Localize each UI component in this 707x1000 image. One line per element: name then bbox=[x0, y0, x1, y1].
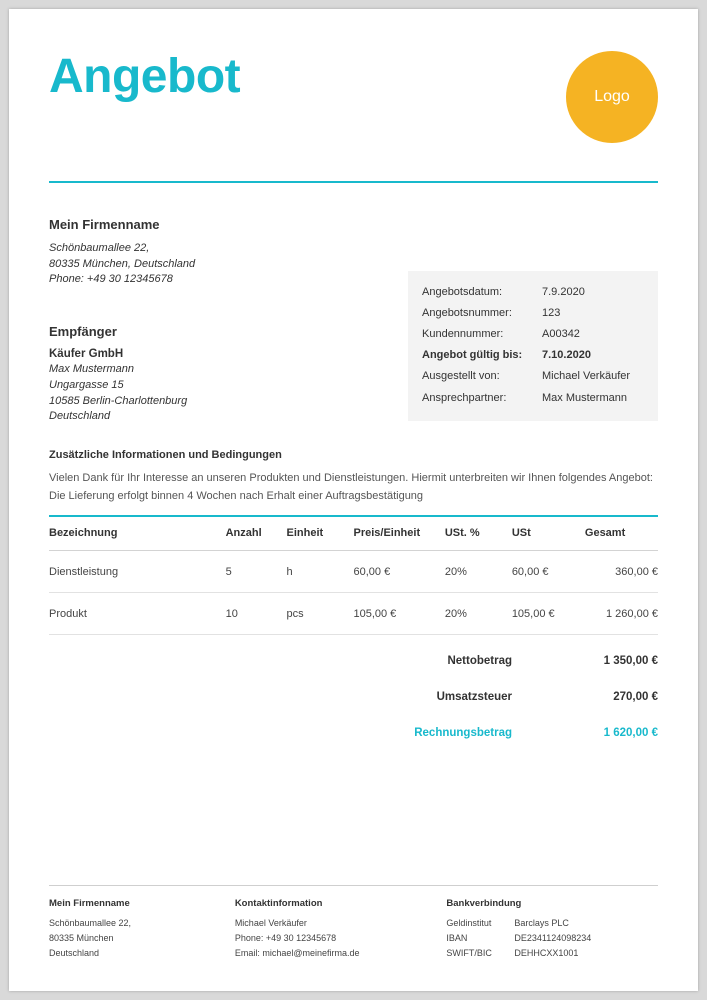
cell-unit-price: 60,00 € bbox=[353, 551, 444, 593]
additional-info-block bbox=[49, 449, 658, 506]
header-divider bbox=[49, 181, 658, 183]
meta-row bbox=[422, 388, 644, 409]
meta-row bbox=[422, 324, 644, 345]
footer-contact-heading: Kontaktinformation bbox=[234, 898, 323, 910]
footer-contact-phone: Phone: +49 30 12345678 bbox=[234, 933, 337, 944]
meta-label: Ansprechpartner: bbox=[422, 391, 507, 404]
meta-label: Angebot gültig bis: bbox=[422, 349, 523, 362]
line-items-table bbox=[49, 515, 658, 635]
total-label: Nettobetrag bbox=[447, 655, 512, 667]
table-header-row bbox=[49, 516, 658, 551]
sender-block bbox=[49, 217, 379, 288]
footer-bank-row bbox=[446, 916, 644, 931]
document-sheet bbox=[9, 9, 698, 991]
document-footer bbox=[49, 885, 658, 961]
total-row-grand-total bbox=[49, 715, 658, 751]
column-header-vat-amount: USt bbox=[512, 516, 585, 551]
meta-row bbox=[422, 282, 644, 303]
meta-row bbox=[422, 303, 644, 324]
column-header-total: Gesamt bbox=[585, 516, 658, 551]
additional-info-title: Zusätzliche Informationen und Bedingungen bbox=[49, 449, 282, 461]
meta-row-valid-until bbox=[422, 345, 644, 366]
cell-unit: h bbox=[287, 551, 354, 593]
sender-company-name: Mein Firmenname bbox=[49, 217, 160, 232]
cell-quantity: 10 bbox=[226, 593, 287, 635]
recipient-heading: Empfänger bbox=[49, 324, 117, 339]
company-logo bbox=[566, 51, 658, 143]
footer-bank-row bbox=[446, 946, 644, 961]
logo-label: Logo bbox=[594, 88, 630, 105]
footer-company-block bbox=[49, 898, 235, 961]
footer-contact-email: Email: michael@meinefirma.de bbox=[234, 948, 360, 959]
recipient-block bbox=[49, 324, 379, 425]
recipient-company-name: Käufer GmbH bbox=[49, 348, 124, 360]
meta-value: 7.10.2020 bbox=[542, 349, 591, 362]
meta-value: A00342 bbox=[542, 328, 580, 341]
line-items-section bbox=[49, 515, 658, 751]
offer-meta-box bbox=[408, 271, 658, 421]
total-label: Umsatzsteuer bbox=[436, 691, 512, 703]
cell-unit: pcs bbox=[287, 593, 354, 635]
cell-description: Dienstleistung bbox=[49, 551, 226, 593]
footer-contact-block bbox=[235, 898, 447, 961]
total-value: 1 620,00 € bbox=[603, 727, 658, 739]
footer-bank-heading: Bankverbindung bbox=[446, 898, 522, 910]
column-header-vat-percent: USt. % bbox=[445, 516, 512, 551]
meta-value: Max Mustermann bbox=[542, 391, 627, 404]
table-header bbox=[49, 516, 658, 551]
sender-phone-line: Phone: +49 30 12345678 bbox=[49, 273, 173, 286]
cell-quantity: 5 bbox=[226, 551, 287, 593]
total-value: 270,00 € bbox=[613, 691, 658, 703]
footer-company-line: Deutschland bbox=[49, 948, 100, 959]
footer-bank-value: DEHHCXX1001 bbox=[514, 948, 579, 959]
footer-bank-value: Barclays PLC bbox=[514, 918, 569, 929]
table-body bbox=[49, 551, 658, 635]
table-row bbox=[49, 551, 658, 593]
cell-description: Produkt bbox=[49, 593, 226, 635]
column-header-unit-price: Preis/Einheit bbox=[353, 516, 444, 551]
recipient-contact-name: Max Mustermann bbox=[49, 363, 134, 375]
footer-divider bbox=[49, 885, 658, 886]
meta-row bbox=[422, 366, 644, 387]
column-header-unit: Einheit bbox=[287, 516, 354, 551]
footer-company-line: 80335 München bbox=[49, 933, 114, 944]
cell-total: 360,00 € bbox=[585, 551, 658, 593]
page-title: Angebot bbox=[49, 50, 241, 103]
sender-address-line: 80335 München, Deutschland bbox=[49, 257, 196, 270]
cell-total: 1 260,00 € bbox=[585, 593, 658, 635]
footer-company-heading: Mein Firmenname bbox=[49, 898, 130, 910]
meta-value: Michael Verkäufer bbox=[542, 370, 631, 383]
footer-contact-name: Michael Verkäufer bbox=[234, 918, 307, 929]
meta-label: Ausgestellt von: bbox=[422, 370, 500, 383]
recipient-country-line: Deutschland bbox=[49, 410, 111, 423]
cell-unit-price: 105,00 € bbox=[353, 593, 444, 635]
total-row-net bbox=[49, 643, 658, 679]
column-header-description: Bezeichnung bbox=[49, 516, 226, 551]
footer-bank-key: IBAN bbox=[446, 933, 468, 944]
meta-label: Angebotsdatum: bbox=[422, 286, 503, 298]
document-content bbox=[49, 9, 658, 991]
footer-columns bbox=[49, 898, 658, 961]
totals-section bbox=[49, 643, 658, 751]
footer-bank-block bbox=[446, 898, 658, 961]
meta-value: 123 bbox=[542, 307, 561, 320]
cell-vat-amount: 105,00 € bbox=[512, 593, 585, 635]
recipient-address-line: 10585 Berlin-Charlottenburg bbox=[49, 394, 188, 407]
footer-bank-row bbox=[446, 931, 644, 946]
total-value: 1 350,00 € bbox=[603, 655, 658, 667]
meta-value: 7.9.2020 bbox=[542, 286, 585, 298]
cell-vat-percent: 20% bbox=[445, 593, 512, 635]
meta-label: Angebotsnummer: bbox=[422, 307, 512, 320]
sender-address-line: Schönbaumallee 22, bbox=[49, 242, 150, 254]
column-header-quantity: Anzahl bbox=[226, 516, 287, 551]
footer-bank-key: Geldinstitut bbox=[446, 918, 492, 929]
footer-company-line: Schönbaumallee 22, bbox=[49, 918, 132, 929]
total-row-vat bbox=[49, 679, 658, 715]
cell-vat-amount: 60,00 € bbox=[512, 551, 585, 593]
total-label: Rechnungsbetrag bbox=[414, 727, 512, 739]
footer-bank-value: DE2341124098234 bbox=[514, 933, 592, 944]
additional-info-body: Vielen Dank für Ihr Interesse an unseren Produkten und Dienstleistungen. Hiermit unterbreiten wir Ihnen folgendes Angebot: Die Lieferung erfolgt binnen 4 Wochen nach Erhalt einer Auftragsbestätigung bbox=[49, 472, 653, 502]
footer-bank-key: SWIFT/BIC bbox=[446, 948, 492, 959]
recipient-address-line: Ungargasse 15 bbox=[49, 378, 124, 391]
meta-label: Kundennummer: bbox=[422, 328, 504, 341]
table-row bbox=[49, 593, 658, 635]
cell-vat-percent: 20% bbox=[445, 551, 512, 593]
